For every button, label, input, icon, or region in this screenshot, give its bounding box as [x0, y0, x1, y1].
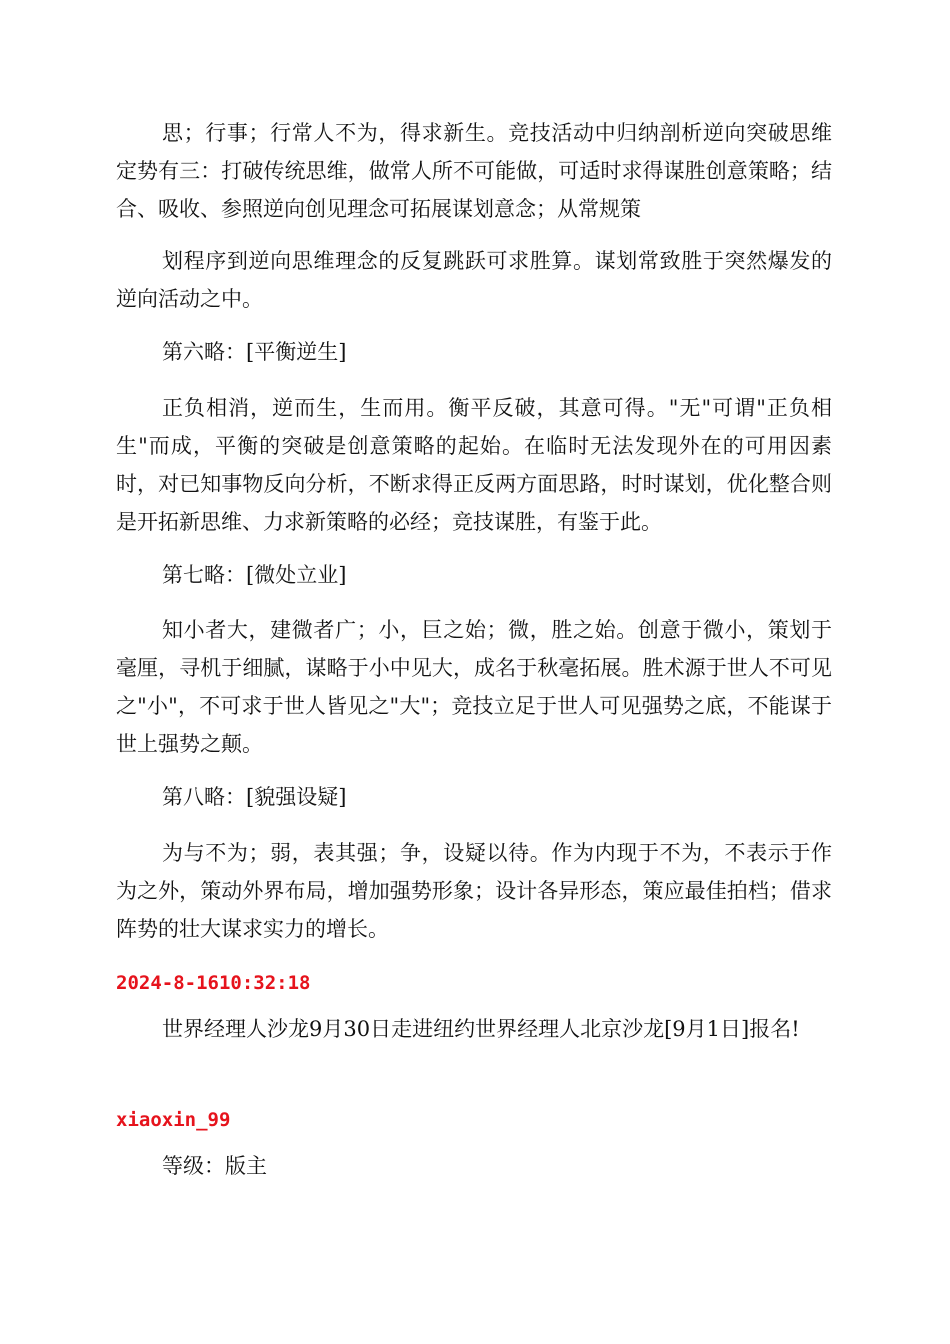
- user-level: 等级：版主: [162, 1154, 267, 1178]
- section-heading-7: 第七略：[微处立业]: [162, 563, 347, 587]
- paragraph-small-things: 知小者大，建微者广；小，巨之始；微，胜之始。创意于微小，策划于毫厘，寻机于细腻，谋略于小中见大，成名于秋毫拓展。胜术源于世人不可见之"小"，不可求于世人皆见之"大"；竞技立足于世人可见强势之底，不能谋于世上强势之颠。: [116, 618, 832, 756]
- post-username[interactable]: xiaoxin_99: [116, 1109, 231, 1131]
- paragraph-appear-strong: 为与不为；弱，表其强；争，设疑以待。作为内现于不为，不表示于作为之外，策动外界布局，增加强势形象；设计各异形态，策应最佳拍档；借求阵势的壮大谋求实力的增长。: [116, 841, 832, 941]
- section-heading-8: 第八略：[貌强设疑]: [162, 785, 347, 809]
- post-message: 世界经理人沙龙9月30日走进纽约世界经理人北京沙龙[9月1日]报名!: [162, 1017, 800, 1041]
- section-heading-6: 第六略：[平衡逆生]: [162, 340, 347, 364]
- paragraph-balance: 正负相消，逆而生，生而用。衡平反破，其意可得。"无"可谓"正负相生"而成，平衡的突破是创意策略的起始。在临时无法发现外在的可用因素时，对已知事物反向分析，不断求得正反两方面思路，时时谋划，优化整合则是开拓新思维、力求新策略的必经；竞技谋胜，有鉴于此。: [116, 396, 832, 534]
- paragraph-reverse-thinking-cont: 划程序到逆向思维理念的反复跳跃可求胜算。谋划常致胜于突然爆发的逆向活动之中。: [116, 249, 832, 311]
- paragraph-reverse-thinking: 思；行事；行常人不为，得求新生。竞技活动中归纳剖析逆向突破思维定势有三：打破传统思维，做常人所不可能做，可适时求得谋胜创意策略；结合、吸收、参照逆向创见理念可拓展谋划意念；从常规策: [116, 121, 832, 221]
- post-timestamp: 2024-8-1610:32:18: [116, 972, 311, 994]
